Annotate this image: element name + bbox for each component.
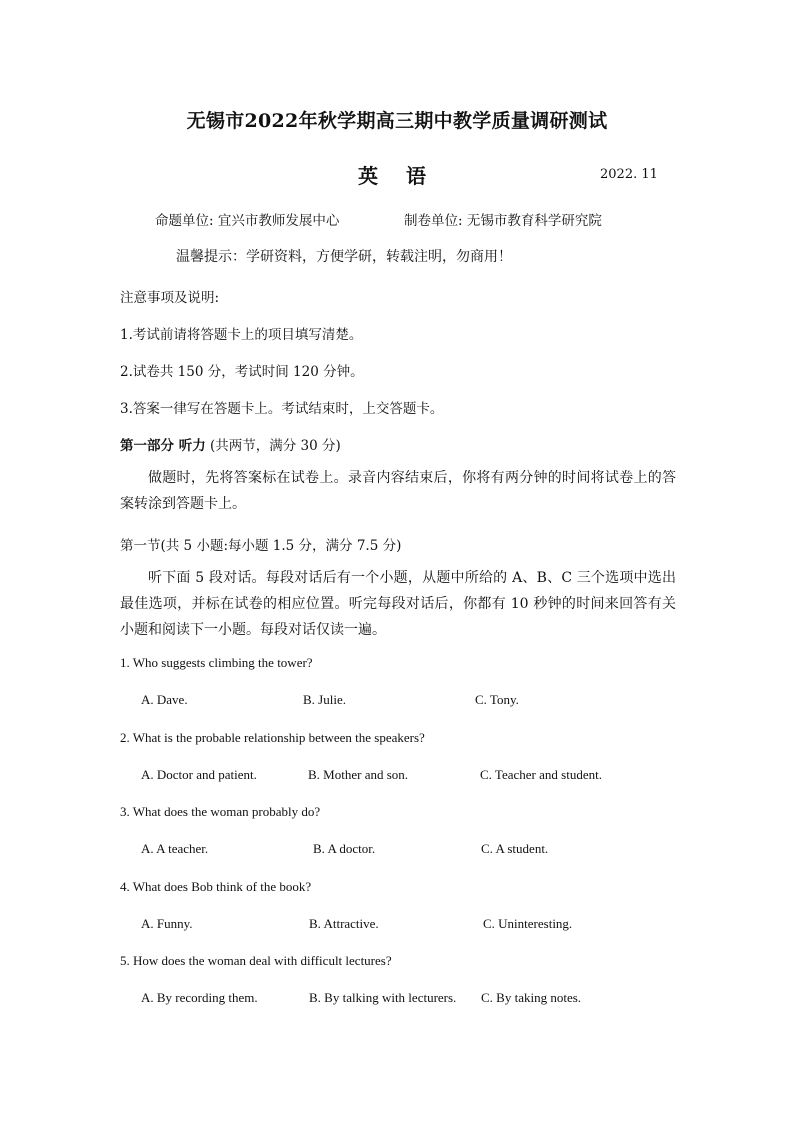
q1-option-a: A. Dave.: [141, 692, 188, 707]
q4-option-b: B. Attractive.: [309, 916, 379, 931]
q4-option-a: A. Funny.: [141, 916, 193, 931]
exam-date: 2022. 11: [600, 167, 658, 182]
section1-heading: 第一节(共 5 小题:每小题 1.5 分，满分 7.5 分): [120, 538, 402, 554]
q3-option-a: A. A teacher.: [141, 841, 209, 856]
q1-option-b: B. Julie.: [303, 692, 346, 707]
q5-option-c: C. By taking notes.: [481, 990, 582, 1005]
question-5: 5. How does the woman deal with difficult lectures?: [120, 953, 392, 968]
question-4: 4. What does Bob think of the book?: [120, 879, 312, 894]
q3-option-c: C. A student.: [481, 841, 549, 856]
author-unit: 命题单位: 宜兴市教师发展中心: [155, 213, 340, 229]
q2-option-a: A. Doctor and patient.: [141, 767, 257, 782]
part1-heading: [120, 434, 341, 454]
question-1: 1. Who suggests climbing the tower?: [120, 655, 313, 670]
part1-heading-rest: (共两节，满分 30 分): [205, 438, 341, 454]
editor-unit: 制卷单位: 无锡市教育科学研究院: [404, 213, 602, 229]
part1-heading-bold: 第一部分 听力: [120, 438, 206, 454]
question-3: 3. What does the woman probably do?: [120, 804, 321, 819]
section1-instruction: 听下面 5 段对话。每段对话后有一个小题，从题中所给的 A、B、C 三个选项中选出最佳选项，并标在试卷的相应位置。听完每段对话后，你都有 10 秒钟的时间来回答有关小题和阅读下一小题。每段对话仅读一遍。: [120, 570, 676, 638]
q5-option-b: B. By talking with lecturers.: [309, 990, 457, 1005]
notice-item-1: 1.考试前请将答题卡上的项目填写清楚。: [120, 327, 363, 343]
q2-option-c: C. Teacher and student.: [480, 767, 602, 782]
notice-item-3: 3.答案一律写在答题卡上。考试结束时，上交答题卡。: [120, 401, 444, 417]
question-2: 2. What is the probable relationship between the speakers?: [120, 730, 425, 745]
q3-option-b: B. A doctor.: [313, 841, 376, 856]
tip-text: 温馨提示：学研资料，方便学研，转载注明，勿商用！: [176, 249, 512, 265]
notice-heading: 注意事项及说明:: [120, 290, 220, 306]
subject-title: 英语: [358, 164, 454, 188]
q1-option-c: C. Tony.: [475, 692, 519, 707]
notice-item-2: 2.试卷共 150 分，考试时间 120 分钟。: [120, 364, 364, 380]
q4-option-c: C. Uninteresting.: [483, 916, 573, 931]
part1-instruction: 做题时，先将答案标在试卷上。录音内容结束后，你将有两分钟的时间将试卷上的答案转涂到答题卡上。: [120, 470, 676, 512]
exam-title: 无锡市2022年秋学期高三期中教学质量调研测试: [186, 110, 608, 132]
q2-option-b: B. Mother and son.: [308, 767, 409, 782]
q5-option-a: A. By recording them.: [141, 990, 258, 1005]
